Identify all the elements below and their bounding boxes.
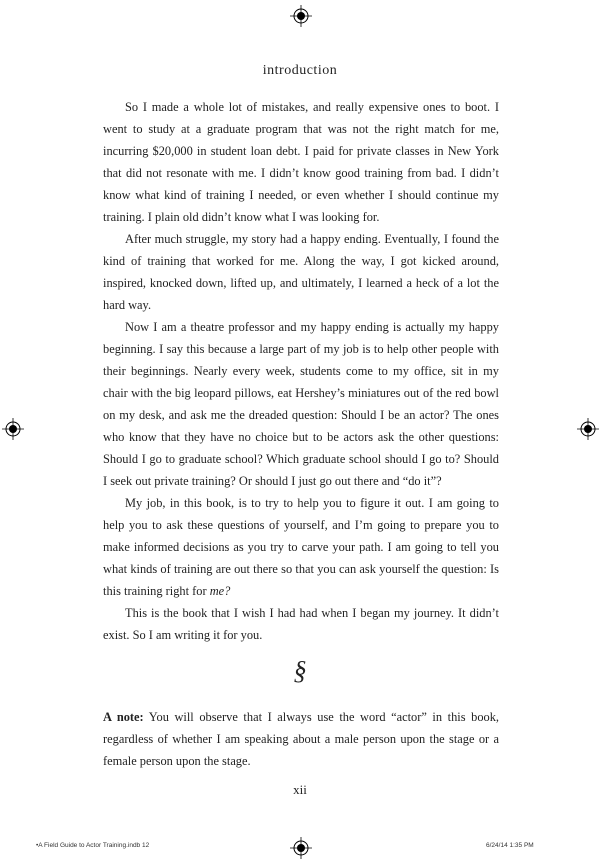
- registration-mark-icon: [290, 837, 312, 859]
- note-text: You will observe that I always use the word “actor” in this book, regardless of whether I am speaking about a male person upon the stage or a female person upon the stage.: [103, 710, 499, 768]
- body-text: [103, 96, 499, 646]
- paragraph: So I made a whole lot of mistakes, and really expensive ones to boot. I went to study at a graduate program that was not the right match for me, incurring $20,000 in student loan debt. I paid for private classes in New York that did not resonate with me. I didn’t know good training from bad. I didn’t know what kind of training I needed, or even whether I should continue my training. I plain old didn’t know what I was looking for.: [103, 100, 499, 224]
- slug-timestamp: 6/24/14 1:35 PM: [486, 842, 534, 849]
- paragraph: Now I am a theatre professor and my happy ending is actually my happy beginning. I say this because a large part of my job is to help other people with their beginnings. Nearly every week, students come to my office, sit in my chair with the big leopard pillows, eat Hershey’s miniatures out of the red bowl on my desk, and ask me the dreaded question: Should I be an actor? The ones who know that they have no choice but to be actors ask the other questions: Should I go to graduate school? Which graduate school should I go to? Should I seek out private training? Or should I just go out there and “do it”?: [103, 320, 499, 488]
- paragraph: This is the book that I wish I had had when I began my journey. It didn’t exist. So I am writing it for you.: [103, 606, 499, 642]
- note-label: A note:: [103, 710, 144, 724]
- slug-file-name: •A Field Guide to Actor Training.indb 12: [36, 842, 150, 849]
- registration-mark-icon: [577, 418, 599, 440]
- paragraph: [103, 492, 499, 602]
- registration-mark-icon: [2, 418, 24, 440]
- page-number: xii: [293, 782, 307, 797]
- running-head: introduction: [262, 63, 338, 78]
- paragraph: After much struggle, my story had a happy ending. Eventually, I found the kind of training that worked for me. Along the way, I got kicked around, inspired, knocked down, lifted up, and ultimately, I learned a heck of a lot the hard way.: [103, 232, 499, 312]
- note-paragraph: [103, 706, 499, 772]
- paragraph-text: My job, in this book, is to try to help you to figure it out. I am going to help you to ask these questions of yourself, and I’m going to prepare you to make informed decisions as you try to carve your path. I am going to tell you what kinds of training are out there so that you can ask yourself the question: Is this training right for: [103, 496, 499, 598]
- paragraph-emphasis: me?: [209, 584, 231, 598]
- registration-mark-icon: [290, 5, 312, 27]
- section-break: §: [293, 656, 307, 685]
